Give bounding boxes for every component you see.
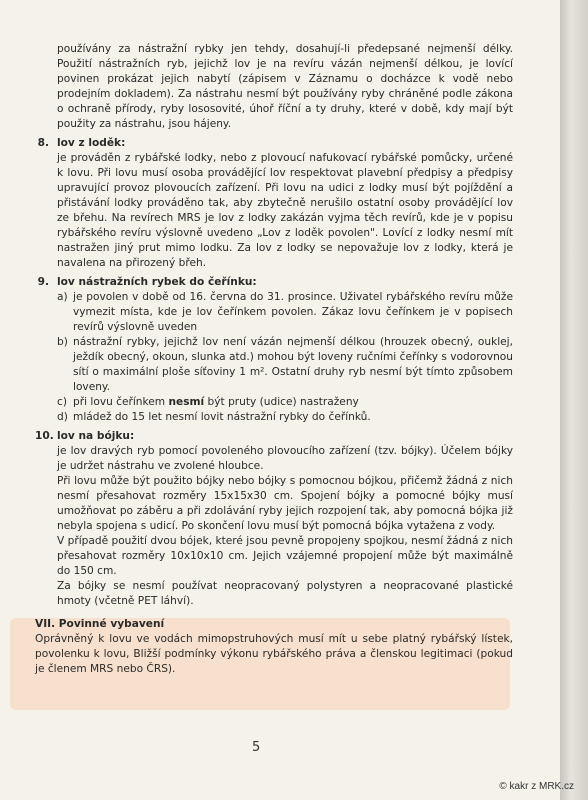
list-label: c) xyxy=(57,396,67,408)
credit-text: © kakr z MRK.cz xyxy=(499,781,574,792)
page-number: 5 xyxy=(252,740,261,755)
intro-paragraph: používány za nástražní rybky jen tehdy, dosahují-li předepsané nejmenší délky. Použití nástražních ryb, jejichž lov je na revíru vázán nejmenší délkou, je lovící povinen prokázat jejich nabytí (zápisem v Záznamu o docházce k vodě nebo prodejním dokladem). Za nástrahu nesmí být používány ryby chráněné podle zákona o ochraně přírody, ryby lososovité, úhoř říční a ty druhy, které v době, kdy mají být použity za nástrahu, jsou hájeny. xyxy=(57,43,513,130)
text-part: při lovu čeřínkem xyxy=(73,396,169,408)
list-text: je povolen v době od 16. června do 31. prosince. Uživatel rybářského revíru může vymezit místa, kde je lov čeřínkem povolen. Zákaz lovu čeřínkem je v popisech revírů výslovně uveden xyxy=(73,291,513,333)
section-title: lov nástražních rybek do čeřínku: xyxy=(57,276,257,288)
section-number: 9. xyxy=(37,276,49,288)
page-edge xyxy=(560,0,588,800)
list-label: d) xyxy=(57,411,68,423)
section-title: lov z loděk: xyxy=(57,137,126,149)
list-item xyxy=(57,410,513,425)
section-10 xyxy=(35,429,513,609)
section-number: 8. xyxy=(37,137,49,149)
section-number: 10. xyxy=(35,430,54,442)
section-title: VII. Povinné vybavení xyxy=(35,618,165,630)
section-text: je prováděn z rybářské lodky, nebo z plovoucí nafukovací rybářské pomůcky, určené k lovu. Při lovu musí osoba provádějící lov respektovat plavební předpisy a předpisy upravující provoz plovoucích zařízení. Při lovu na udici z lodky musí být pojíždění a přistávání lodky prováděno tak, aby zbytečně nerušilo ostatní osoby provádějící lov ze břehu. Na revírech MRS je lov z lodky zakázán vyjma těch revírů, kde je v popisu rybářského revíru výslovně uvedeno „Lov z loděk povolen". Lovící z lodky nesmí mít nastražen jiný prut mimo lodku. Za lov z lodky se nepovažuje lov z lodky, která je navalena na přirozený břeh. xyxy=(57,152,513,269)
list-text: mládež do 15 let nesmí lovit nástražní rybky do čeřínků. xyxy=(73,411,371,423)
bold-text: nesmí xyxy=(168,396,205,408)
text-part: být pruty (udice) nastraženy xyxy=(204,396,359,408)
paragraph: je lov dravých ryb pomocí povoleného plovoucího zařízení (tzv. bójky). Účelem bójky je udržet nástrahu ve zvolené hloubce. xyxy=(57,445,513,472)
section-8 xyxy=(35,136,513,271)
list-text: nástražní rybky, jejichž lov není vázán nejmenší délkou (hrouzek obecný, ouklej, ježdík obecný, okoun, slunka atd.) mohou být loveny ručními čeřínky s vodorovnou sítí o maximální ploše síťoviny 1 m². Ostatní druhy ryb nesmí být tímto způsobem loveny. xyxy=(73,336,513,393)
paragraph: Za bójky se nesmí používat neopracovaný polystyren a neopracované plastické hmoty (včetně PET láhví). xyxy=(57,580,513,607)
section-title: lov na bójku: xyxy=(57,430,135,442)
list-item xyxy=(57,335,513,395)
list-label: b) xyxy=(57,336,68,348)
section-text: Oprávněný k lovu ve vodách mimopstruhových musí mít u sebe platný rybářský lístek, povolenku k lovu, Bližší podmínky výkonu rybářského práva a členskou legitimaci (pokud je členem MRS nebo ČRS). xyxy=(35,633,513,675)
list-item xyxy=(57,290,513,335)
list-text xyxy=(73,395,513,410)
list-item xyxy=(57,395,513,410)
section-vii xyxy=(35,617,513,677)
document-body xyxy=(35,42,513,677)
section-9 xyxy=(35,275,513,425)
list-label: a) xyxy=(57,291,68,303)
paragraph: V případě použití dvou bójek, které jsou pevně propojeny spojkou, nesmí žádná z nich přesahovat rozměry 10x10x10 cm. Jejich vzájemné propojení může být maximálně do 150 cm. xyxy=(57,535,513,577)
paragraph: Při lovu může být použito bójky nebo bójky s pomocnou bójkou, přičemž žádná z nich nesmí přesahovat rozměry 15x15x30 cm. Spojení bójky a pomocné bójky musí umožňovat po záběru a při zdolávání ryby jejich rozpojení tak, aby pomocná bójka již nebyla spojena s udicí. Po skončení lovu musí být pomocná bójka vytažena z vody. xyxy=(57,475,513,532)
